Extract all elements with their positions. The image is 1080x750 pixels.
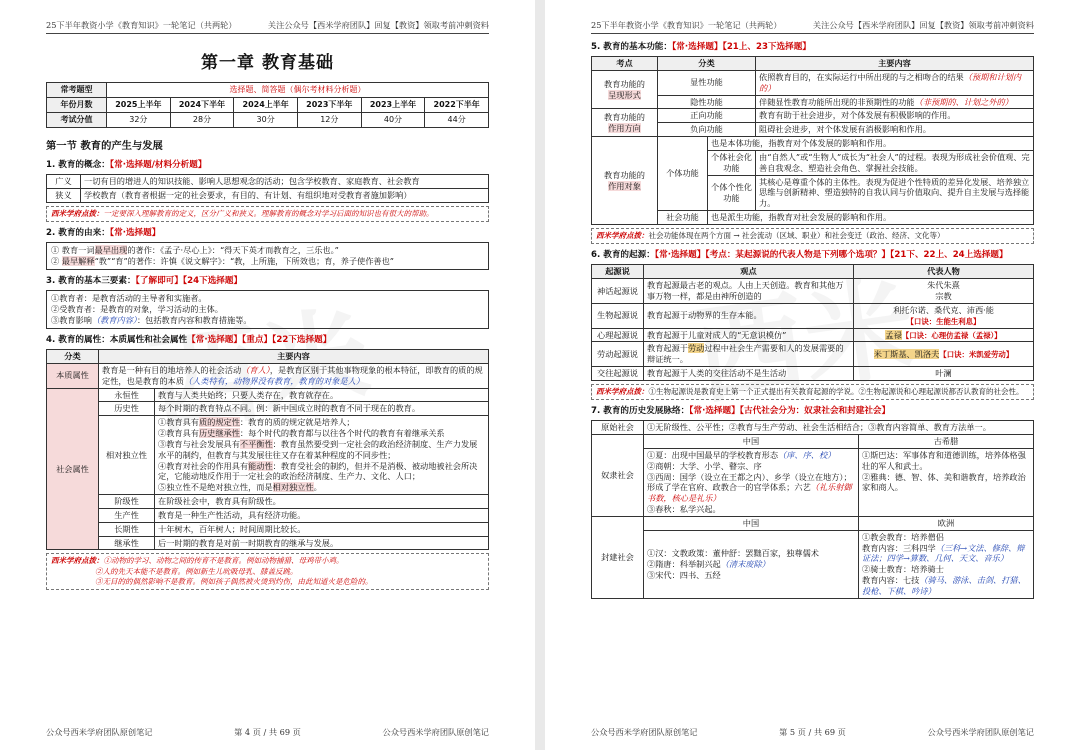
concept-table xyxy=(46,174,489,203)
table-row: 神话起源说 教育起源最古老的观点。人由上天创造。教育和其他万事万物一样，都是由神所创造的 朱代朱熹 宗教 xyxy=(592,279,1034,304)
q1-heading: 1. 教育的概念：【常·选择题/材料分析题】 xyxy=(46,159,207,170)
table-row: 历史性 每个时期的教育特点不同。例：新中国成立时的教育不同于现在的教育。 xyxy=(47,402,489,416)
tip-box: 西米学府点拨：一定要深入理解教育的定义，区分广义和狭义。理解教育的概念对学习后面的知识也有很大的帮助。 xyxy=(46,206,489,222)
tip-box: 西米学府点拨：①生物起源说是教育史上第一个正式提出有关教育起源的学说。②生物起源说和心理起源说都否认教育的社会性。 xyxy=(591,384,1034,400)
exam-type-label: 常考题型 xyxy=(47,83,107,98)
year-cell: 2022下半年 xyxy=(425,98,489,113)
page-5 xyxy=(545,0,1080,750)
table-row: 狭义 学校教育（教育者根据一定的社会要求，有目的、有计划、有组织地对受教育者施加影响） xyxy=(47,189,489,203)
score-cell: 44分 xyxy=(425,113,489,128)
q5-heading: 5. 教育的基本功能：【常·选择题】【21上、23下选择题】 xyxy=(591,41,811,52)
history-table: 原始社会 ①无阶级性、公平性；②教育与生产劳动、社会生活相结合；③教育内容简单、教育方法单一。 奴隶社会 中国 古希腊 ①夏：出现中国最早的学校教育形态（庠、序、校） ②商朝：大学、小学、瞽宗、序 ③西周：国学（设立在王都之内）、乡学（设立在地方）；形成了学在官府、政教合一的官学体系；六艺（礼乐射御书数，核心是礼乐） ③春秋：私学兴起。 ①斯巴达：军事体育和道德训练，培养体格强壮的军人和武士。 ②雅典：德、智、体、美和谐教育，培养政治家和商人。 封建社会 中国 欧洲 ①汉：文教政策：董仲舒：罢黜百家，独尊儒术 ②隋唐：科举制兴起（清末废除） ③宋代：四书、五经 ①教会教育：培养僧侣 教育内容：三科四学（三科→文法、修辞、辩证法；四学→算数、几何、天文、音乐） ②骑士教育：培养骑士 教育内容：七技（骑马、游泳、击剑、打猎、投枪、下棋、吟诗） xyxy=(591,420,1034,598)
score-cell: 32分 xyxy=(107,113,171,128)
table-row: 继承性 后一时期的教育是对前一时期教育的继承与发展。 xyxy=(47,536,489,550)
year-cell: 2023下半年 xyxy=(297,98,361,113)
year-cell: 2025上半年 xyxy=(107,98,171,113)
score-cell: 30分 xyxy=(234,113,298,128)
page-footer: 公众号西米学府团队原创笔记 第 5 页 / 共 69 页 公众号西米学府团队原创笔记 xyxy=(591,727,1034,738)
header-left: 25下半年教资小学《教育知识》一轮笔记（共两轮） xyxy=(46,20,237,30)
table-row: 社会属性 永恒性 教育与人类共始终；只要人类存在，教育就存在。 xyxy=(47,388,489,402)
year-cell: 2023上半年 xyxy=(361,98,425,113)
table-row: 长期性 十年树木，百年树人；时间周期比较长。 xyxy=(47,522,489,536)
table-row: 劳动起源说 教育起源于劳动过程中社会生产需要和人的发展需要的辩证统一。 米丁斯基、凯洛夫【口诀：米凯爱劳动】 xyxy=(592,342,1034,367)
function-table: 考点 分类 主要内容 教育功能的 呈现形式 显性功能 依照教育目的，在实际运行中所出现的与之相吻合的结果（预期和计划内的） 隐性功能 伴随显性教育功能所出现的非预期性的功能（非预期的、计划之外的） 教育功能的 作用方向 正向功能 教育有助于社会进步，对个体发展有积极影响的作用。 负向功能 阻碍社会进步，对个体发展有消极影响和作用。 教育功能的 作用对象 个体功能 也是本体功能，指教育对个体发展的影响和作用。 个体社会化功能 由“自然人”或“生物人”成长为“社会人”的过程。表现为形成社会价值观、完善自我观念、塑造社会角色、掌握社会技能。 个体个性化功能 其核心是尊重个体的主体性。表现为促进个性特质的差异化发展、培养独立思维与创新精神、塑造独特的自我认同与价值取向、提升自主发展与选择能力。 社会功能 也是派生功能，指教育对社会发展的影响和作用。 xyxy=(591,56,1034,225)
table-row: 相对独立性 ①教育具有质的规定性：教育的质的规定就是培养人； ②教育具有历史继承性：每个时代的教育都与以往各个时代的教育有着继承关系 ③教育与社会发展具有不平衡性：教育虽然要受到一定社会的政治经济制度、生产力发展水平的制约，但教育与其发展往往又存在着某种程度的不同步性； ④教育对社会的作用具有能动性：教育受社会的制约，但并不是消极、被动地被社会所决定，它能动地反作用于一定社会的政治经济制度、生产力、文化、人口； ⑤独立性不是绝对独立性，而是相对独立性。 xyxy=(47,416,489,495)
elements-box: ①教育者：是教育活动的主导者和实施者。 ②受教育者：是教育的对象，学习活动的主体。 ③教育影响（教育内容）：包括教育内容和教育措施等。 xyxy=(46,290,489,328)
page-header: 25下半年教资小学《教育知识》一轮笔记（共两轮） 关注公众号【西米学府团队】回复【教资】领取考前冲刺资料 xyxy=(591,20,1034,34)
table-row: 阶级性 在阶级社会中，教育具有阶级性。 xyxy=(47,495,489,509)
score-cell: 12分 xyxy=(297,113,361,128)
exam-stats-table xyxy=(46,82,489,128)
q3-heading: 3. 教育的基本三要素：【了解即可】【24下选择题】 xyxy=(46,275,243,286)
q6-heading: 6. 教育的起源：【常·选择题】【考点：某起源说的代表人物是下列哪个选项？】【21下、22上、24上选择题】 xyxy=(591,250,1008,261)
header-right: 关注公众号【西米学府团队】回复【教资】领取考前冲刺资料 xyxy=(267,20,489,30)
score-row: 考试分值 32分 28分 30分 12分 40分 44分 xyxy=(47,113,489,128)
year-cell: 2024下半年 xyxy=(170,98,234,113)
table-row: 交往起源说 教育起源于人类的交往活动不是生活动 叶澜 xyxy=(592,367,1034,381)
chapter-title: 第一章 教育基础 xyxy=(201,52,334,73)
q2-heading: 2. 教育的由来：【常·选择题】 xyxy=(46,227,161,238)
table-row: 本质属性 教育是一种有目的地培养人的社会活动（育人），是教育区别于其他事物现象的根本特征，即教育的质的规定性，也是教育的本质（人类特有，动物界没有教育，教育的对象是人） xyxy=(47,363,489,388)
table-row: 心理起源说 教育起源于儿童对成人的“无意识模仿” 孟禄【口诀：心理仿孟禄（孟禄）】 xyxy=(592,328,1034,342)
origin-box: ① 教育一词最早出现的著作：《孟子·尽心上》：“得天下英才而教育之，三乐也。” ② 最早解释“教”“育”的著作：许慎《说文解字》：“教，上所施，下所效也；育，养子使作善也” xyxy=(46,242,489,270)
section-title: 第一节 教育的产生与发展 xyxy=(46,140,163,153)
page-number: 第 5 页 / 共 69 页 xyxy=(779,727,846,738)
page-4 xyxy=(0,0,535,750)
attribute-table: 分类 主要内容 本质属性 教育是一种有目的地培养人的社会活动（育人），是教育区别于其他事物现象的根本特征，即教育的质的规定性，也是教育的本质（人类特有，动物界没有教育，教育的对象是人） 社会属性 永恒性 教育与人类共始终；只要人类存在，教育就存在。 历史性 每个时期的教育特点不同。例：新中国成立时的教育不同于现在的教育。 相对独立性 ①教育具有质的规定性：教育的质的规定就是培养人； ②教育具有历史继承性：每个时代的教育都与以往各个时代的教育有着继承关系 ③教育与社会发展具有不平衡性：教育虽然要受到一定社会的政治经济制度、生产力发展水平的制约，但教育与其发展往往又存在着某种程度的不同步性； ④教育对社会的作用具有能动性：教育受社会的制约，但并不是消极、被动地被社会所决定，它能动地反作用于一定社会的政治经济制度、生产力、文化、人口； ⑤独立性不是绝对独立性，而是相对独立性。 阶级性 在阶级社会中，教育具有阶级性。 生产性 教育是一种生产性活动，具有经济功能。 长期性 十年树木，百年树人；时间周期比较长。 继承性 后一时期的教育是对前一时期教育的继承与发展。 xyxy=(46,349,489,550)
year-row: 年份月数 2025上半年 2024下半年 2024上半年 2023下半年 2023上半年 2022下半年 xyxy=(47,98,489,113)
table-row: 原始社会 ①无阶级性、公平性；②教育与生产劳动、社会生活相结合；③教育内容简单、教育方法单一。 xyxy=(592,421,1034,435)
score-cell: 40分 xyxy=(361,113,425,128)
year-cell: 2024上半年 xyxy=(234,98,298,113)
table-row: 生产性 教育是一种生产性活动，具有经济功能。 xyxy=(47,508,489,522)
q7-heading: 7. 教育的历史发展脉络：【常·选择题】【古代社会分为：奴隶社会和封建社会】 xyxy=(591,405,891,416)
table-row: 广义 一切有目的增进人的知识技能、影响人思想观念的活动；包含学校教育、家庭教育、社会教育 xyxy=(47,175,489,189)
table-row: 生物起源说 教育起源于动物界的生存本能。 利托尔诺、桑代克、沛西·能【口诀：生能生利息】 xyxy=(592,303,1034,328)
page-footer: 公众号西米学府团队原创笔记 第 4 页 / 共 69 页 公众号西米学府团队原创笔记 xyxy=(46,727,489,738)
score-cell: 28分 xyxy=(170,113,234,128)
page-header xyxy=(46,20,489,34)
exam-type-value: 选择题、简答题（偶尔考材料分析题） xyxy=(107,83,489,98)
tip-box: 西米学府点拨：①动物的学习、动物之间的传育不是教育。例如动物捕猎、母鸡带小鸡。 ②人的先天本能不是教育。例如新生儿吮吸母乳、膝盖反跳。 ③无目的的偶然影响不是教育。例如孩子偶然被火烫到灼伤，由此知道火是危险的。 xyxy=(46,553,489,589)
q4-heading: 4. 教育的属性：本质属性和社会属性【常·选择题】【重点】【22下选择题】 xyxy=(46,334,332,345)
origin-theory-table: 起源说 观点 代表人物 神话起源说 教育起源最古老的观点。人由上天创造。教育和其他万事万物一样，都是由神所创造的 朱代朱熹 宗教 生物起源说 教育起源于动物界的生存本能。 利托尔诺、桑代克、沛西·能【口诀：生能生利息】 心理起源说 教育起源于儿童对成人的“无意识模仿” 孟禄【口诀：心理仿孟禄（孟禄）】 劳动起源说 教育起源于劳动过程中社会生产需要和人的发展需要的辩证统一。 米丁斯基、凯洛夫【口诀：米凯爱劳动】 交往起源说 教育起源于人类的交往活动不是生活动 叶澜 xyxy=(591,264,1034,380)
page-number: 第 4 页 / 共 69 页 xyxy=(234,727,301,738)
tip-box: 西米学府点拨：社会功能体现在两个方面 → 社会流动（区域、职业）和社会变迁（政治、经济、文化等） xyxy=(591,228,1034,244)
